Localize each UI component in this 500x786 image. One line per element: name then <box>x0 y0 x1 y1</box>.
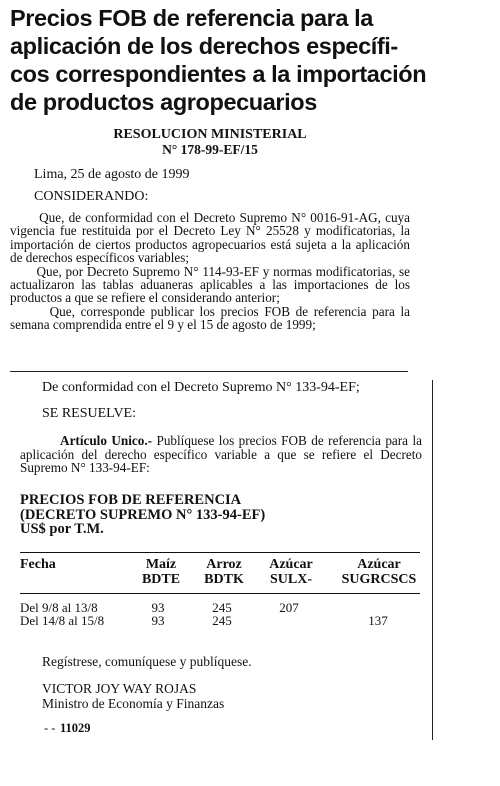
articulo-unico <box>20 434 422 475</box>
table-cell-arroz: 245 <box>212 613 232 628</box>
precios-line: (DECRETO SUPREMO N° 133-94-EF) <box>20 506 266 523</box>
table-header-label: Azúcar <box>269 557 313 572</box>
table-cell-fecha: Del 9/8 al 13/8 <box>20 600 98 615</box>
signer-name: VICTOR JOY WAY ROJAS <box>42 681 197 696</box>
table-cell-maiz: 93 <box>151 600 165 615</box>
headline-line: de productos agropecuarios <box>10 89 317 115</box>
table-header-label: Maíz <box>145 557 177 572</box>
articulo-text: Publíquese los precios FOB de referencia para la aplicación del derecho específico variable a que se refiere el Decreto Supremo N° 133-94-EF: <box>20 433 422 476</box>
table-rule <box>20 552 420 553</box>
paragraph-text: Que, corresponde publicar los precios FOB de referencia para la semana comprendida entre el 9 y el 15 de agosto de 1999; <box>10 303 410 333</box>
precios-line: PRECIOS FOB DE REFERENCIA <box>20 492 242 508</box>
paragraph <box>10 265 410 305</box>
table-header-code: SUGRCSCS <box>341 572 417 587</box>
paragraph <box>10 211 410 265</box>
considerando-heading: CONSIDERANDO: <box>34 189 149 204</box>
table-header-label: Azúcar <box>357 557 401 572</box>
table-rule <box>20 593 420 594</box>
paragraph <box>10 305 410 332</box>
table-header-code: BDTE <box>141 572 181 587</box>
resolution-number: N° 178-99-EF/15 <box>162 142 258 157</box>
reference-number: 11029 <box>60 721 91 735</box>
headline-line: Precios FOB de referencia para la <box>10 5 373 31</box>
closing-formula: Regístrese, comuníquese y publíquese. <box>42 654 252 669</box>
headline <box>10 4 427 116</box>
table-cell-arroz: 245 <box>212 600 232 615</box>
paragraph-text: Que, de conformidad con el Decreto Supremo N° 0016-91-AG, cuya vigencia fue restituida por el Decreto Ley N° 25528 y modificatorias, la importación de ciertos productos agropecuarios está sujeta a la aplicación de derechos específicos variables; <box>10 210 411 266</box>
precios-line: US$ por T.M. <box>20 521 104 537</box>
column-rule <box>432 380 433 740</box>
table-header-arroz <box>193 557 255 587</box>
table-header-azucar-sulx <box>258 557 324 587</box>
table-header-fecha: Fecha <box>20 557 56 572</box>
headline-line: aplicación de los derechos específi- <box>10 33 398 59</box>
table-cell-maiz: 93 <box>151 613 165 628</box>
table-cell-azucar-sugr: 137 <box>368 613 388 628</box>
reference-dash: - - <box>44 721 56 735</box>
section-divider <box>10 371 408 372</box>
resolution-title: RESOLUCION MINISTERIAL <box>113 127 307 142</box>
paragraph-text: Que, por Decreto Supremo N° 114-93-EF y normas modificatorias, se actualizaron las tablas aduaneras aplicables a las importaciones de los productos a que se refiere el considerando anterior; <box>10 263 411 306</box>
se-resuelve-heading: SE RESUELVE: <box>42 406 136 421</box>
table-header-azucar-sugr <box>333 557 425 587</box>
articulo-heading: Artículo Unico.- <box>60 433 153 448</box>
table-header-code: BDTK <box>204 572 244 587</box>
de-conformidad-line: De conformidad con el Decreto Supremo N° 133-94-EF; <box>42 380 360 395</box>
table-header-maiz <box>133 557 189 587</box>
signer-title: Ministro de Economía y Finanzas <box>42 696 225 711</box>
table-cell-fecha: Del 14/8 al 15/8 <box>20 613 105 628</box>
headline-line: cos correspondientes a la importación <box>10 61 427 87</box>
considerando-paragraphs <box>10 211 410 332</box>
table-cell-azucar-sulx: 207 <box>279 600 299 615</box>
date-line: Lima, 25 de agosto de 1999 <box>34 167 190 182</box>
table-header-code: SULX- <box>269 572 312 587</box>
table-header-label: Arroz <box>206 557 242 572</box>
precios-heading <box>20 493 265 537</box>
